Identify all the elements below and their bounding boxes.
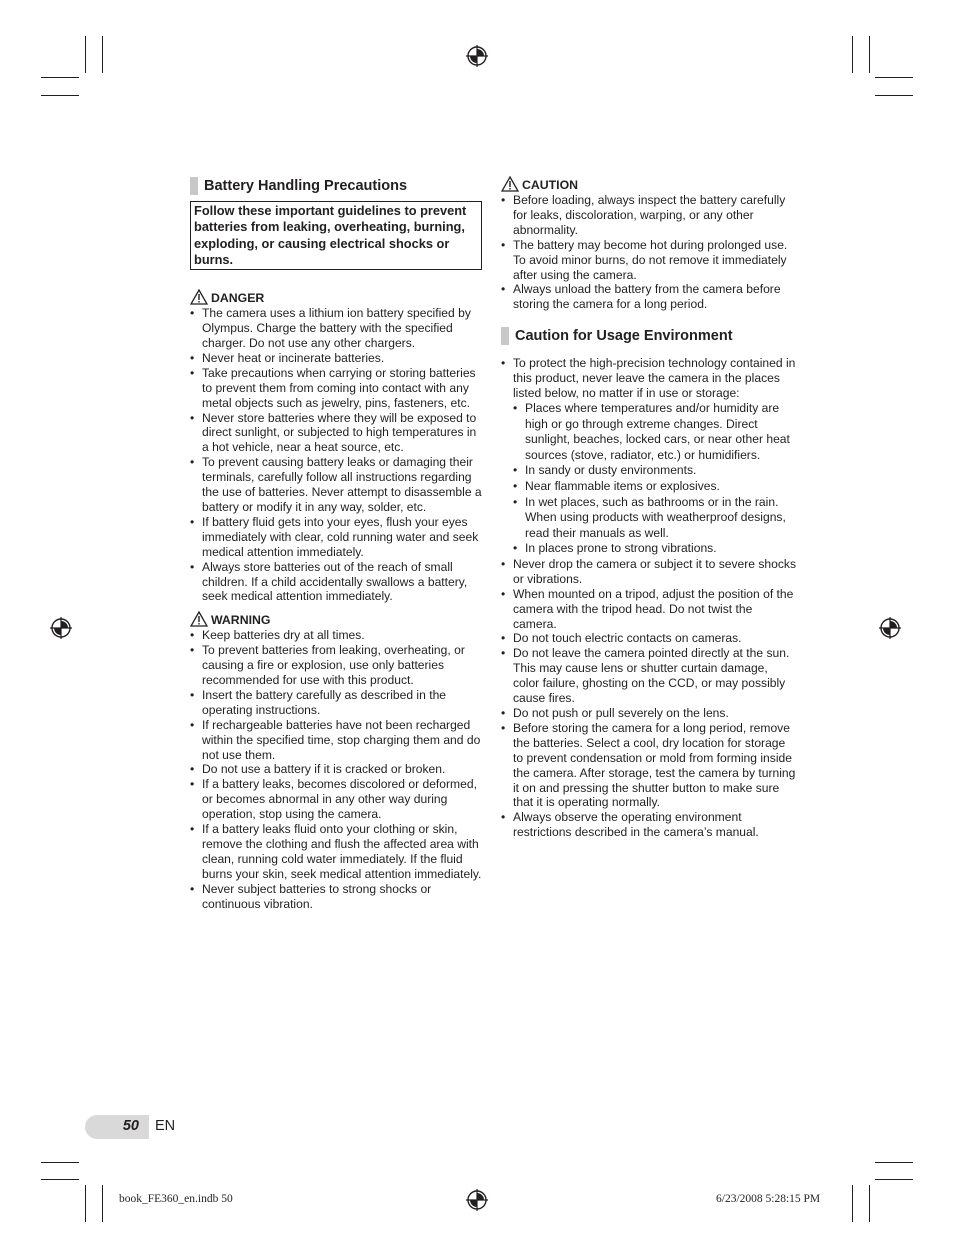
list-item: • Do not leave the camera pointed directly at the sun. This may cause lens or shutter curtain damage, color failure, ghosting on the CCD, or may possibly cause fires. <box>501 646 797 706</box>
danger-list <box>190 306 482 604</box>
sub-list-item: • Places where temperatures and/or humidity are high or go through extreme changes. Direct sunlight, beaches, locked cars, or near other heat sources (stove, radiator, etc.) or humidifiers. <box>513 401 797 463</box>
warning-label: WARNING <box>211 613 271 628</box>
environment-sublist <box>501 401 797 557</box>
heading-text: Caution for Usage Environment <box>515 328 733 345</box>
list-item: • Never heat or incinerate batteries. <box>190 351 482 366</box>
registration-mark-icon <box>879 617 901 639</box>
list-item: • If a battery leaks fluid onto your clothing or skin, remove the clothing and flush the affected area with clean, running cold water immediately. If the fluid burns your skin, seek medical attention immediately. <box>190 822 482 882</box>
warning-triangle-icon <box>501 176 519 192</box>
heading-bar <box>501 327 509 345</box>
slug-timestamp: 6/23/2008 5:28:15 PM <box>716 1193 821 1205</box>
list-item: • Never subject batteries to strong shocks or continuous vibration. <box>190 882 482 912</box>
registration-mark-icon <box>466 45 488 67</box>
list-item: • If rechargeable batteries have not been recharged within the specified time, stop charging them and do not use them. <box>190 718 482 763</box>
registration-mark-icon <box>50 617 72 639</box>
warning-triangle-icon <box>190 289 208 305</box>
language-label: EN <box>155 1118 176 1134</box>
list-item: • Before loading, always inspect the battery carefully for leaks, discoloration, warping, or any other abnormality. <box>501 193 797 238</box>
list-item: • Always store batteries out of the reach of small children. If a child accidentally swallows a battery, seek medical attention immediately. <box>190 560 482 605</box>
list-item: • Do not push or pull severely on the lens. <box>501 706 797 721</box>
list-item: • Always unload the battery from the camera before storing the camera for a long period. <box>501 282 797 312</box>
section-heading <box>190 176 482 196</box>
list-item: • To protect the high-precision technology contained in this product, never leave the camera in the places listed below, no matter if in use or storage: <box>501 356 797 401</box>
list-item: • To prevent batteries from leaking, overheating, or causing a fire or explosion, use only batteries recommended for use with this product. <box>190 643 482 688</box>
caution-label: CAUTION <box>522 178 579 192</box>
caution-list <box>501 193 797 312</box>
right-column <box>501 176 797 840</box>
environment-list <box>501 557 797 840</box>
warning-triangle-icon <box>190 611 208 627</box>
sub-list-item: • In places prone to strong vibrations. <box>513 541 797 557</box>
list-item: • If battery fluid gets into your eyes, flush your eyes immediately with clear, cold running water and seek medical attention immediately. <box>190 515 482 560</box>
sub-list-item: • Near flammable items or explosives. <box>513 479 797 495</box>
page-number-tab <box>85 1115 149 1139</box>
list-item: • The camera uses a lithium ion battery specified by Olympus. Charge the battery with the specified charger. Do not use any other chargers. <box>190 306 482 351</box>
list-item: • To prevent causing battery leaks or damaging their terminals, carefully follow all instructions regarding the use of batteries. Never attempt to disassemble a battery or modify it in any way, solder, etc. <box>190 455 482 515</box>
list-item: • Never store batteries where they will be exposed to direct sunlight, or subjected to high temperatures in a hot vehicle, near a heat source, etc. <box>190 411 482 456</box>
list-item: • Always observe the operating environment restrictions described in the camera’s manual. <box>501 810 797 840</box>
page-number: 50 <box>122 1118 139 1134</box>
list-item: • Do not touch electric contacts on cameras. <box>501 631 797 646</box>
notice-box: Follow these important guidelines to prevent batteries from leaking, overheating, burning, exploding, or causing electrical shocks or burns. <box>190 201 482 270</box>
list-item: • Before storing the camera for a long period, remove the batteries. Select a cool, dry location for storage to prevent condensation or mold from forming inside the camera. After storage, test the camera by turning it on and pressing the shutter button to make sure that it is operating normally. <box>501 721 797 810</box>
warning-heading <box>190 611 482 627</box>
heading-text: Battery Handling Precautions <box>204 178 408 194</box>
slug-filename: book_FE360_en.indb 50 <box>119 1193 233 1205</box>
warning-list <box>190 628 482 911</box>
section-heading <box>501 326 797 346</box>
caution-heading <box>501 176 797 192</box>
list-item: • Keep batteries dry at all times. <box>190 628 482 643</box>
danger-label: DANGER <box>211 291 265 306</box>
heading-bar <box>190 177 198 195</box>
list-item: • When mounted on a tripod, adjust the position of the camera with the tripod head. Do not twist the camera. <box>501 587 797 632</box>
environment-list <box>501 356 797 401</box>
sub-list-item: • In sandy or dusty environments. <box>513 463 797 479</box>
list-item: • Do not use a battery if it is cracked or broken. <box>190 762 482 777</box>
danger-heading <box>190 289 482 305</box>
list-item: • The battery may become hot during prolonged use. To avoid minor burns, do not remove it immediately after using the camera. <box>501 238 797 283</box>
list-item: • If a battery leaks, becomes discolored or deformed, or becomes abnormal in any other way during operation, stop using the camera. <box>190 777 482 822</box>
left-column <box>190 176 482 912</box>
list-item: • Never drop the camera or subject it to severe shocks or vibrations. <box>501 557 797 587</box>
sub-list-item: • In wet places, such as bathrooms or in the rain. When using products with weatherproof designs, read their manuals as well. <box>513 495 797 542</box>
list-item: • Insert the battery carefully as described in the operating instructions. <box>190 688 482 718</box>
registration-mark-icon <box>466 1189 488 1211</box>
list-item: • Take precautions when carrying or storing batteries to prevent them from coming into contact with any metal objects such as jewelry, pins, fasteners, etc. <box>190 366 482 411</box>
